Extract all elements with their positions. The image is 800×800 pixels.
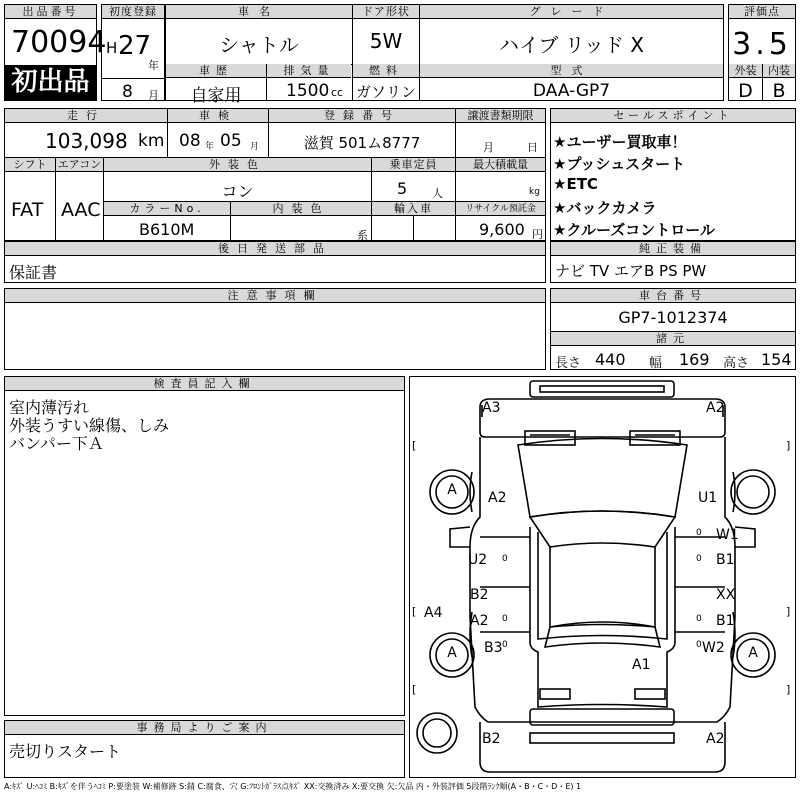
displacement-value: 1500: [286, 81, 330, 101]
mark-u2-left-door: U2: [468, 552, 488, 568]
sales-point-4: ★バックカメラ: [553, 199, 657, 217]
color-no-label: カラーNo.: [104, 202, 230, 216]
int-score-label: 内装: [763, 64, 795, 78]
interior-color-label: 内装色: [231, 202, 371, 216]
bracket-right-mid: ]: [786, 605, 791, 618]
mark-b1-right-rear-door: B1: [716, 613, 735, 629]
equipment-box: [550, 241, 796, 283]
color-no-value: B610M: [139, 220, 195, 239]
notes-label: 注意事項欄: [5, 289, 545, 303]
mileage-label: 走行: [5, 109, 167, 123]
legend: A:ｷｽﾞ U:ﾍｺﾐ B:ｷｽﾞを伴うﾍｺﾐ P:要塗装 W:補修跡 S:錆 C:腐食、穴 G:ﾌﾛﾝﾄｶﾞﾗｽ点ｷｽﾞ XX:交換済み X:要交換 欠:欠品 内・外装評価 5段階ﾗﾝｸ順(A・B・C・D・E) 1: [4, 782, 582, 791]
zero-marker: 0: [696, 640, 702, 650]
mark-a4-left-side: A4: [424, 605, 443, 621]
first-reg-year: 27: [118, 31, 152, 61]
mark-xx-right-rear-door: XX: [716, 587, 736, 603]
capacity-label: 乗車定員: [372, 158, 455, 172]
mark-a3-front-left: A3: [482, 400, 501, 416]
displacement-unit: cc: [331, 86, 344, 99]
notes-box: [4, 288, 546, 370]
history-value: 自家用: [190, 86, 242, 106]
mark-a2-rear-right: A2: [706, 731, 725, 747]
later-parts-box: [4, 241, 546, 283]
sales-point-5: ★クルーズコントロール: [553, 221, 715, 239]
inspector-label: 検査員記入欄: [5, 377, 404, 391]
damage-diagram: [409, 376, 796, 778]
exterior-color-label: 外装色: [104, 158, 371, 172]
transfer-day-unit: 日: [527, 141, 538, 154]
mark-b3-left-quarter: B3: [484, 640, 503, 656]
office-box: [4, 720, 405, 778]
inspection-year: 08: [179, 131, 201, 151]
bracket-right-top: ]: [786, 439, 791, 452]
transfer-label: 譲渡書類期限: [456, 109, 545, 123]
zero-marker: 0: [502, 640, 508, 650]
car-name-label: 車名: [166, 5, 352, 19]
dimensions-label: 諸元: [551, 332, 795, 346]
max-load-label: 最大積載量: [456, 158, 545, 172]
inspection-label: 車検: [168, 109, 268, 123]
zero-marker: 0: [696, 614, 702, 624]
office-label: 事務局よりご案内: [5, 721, 404, 735]
grade-value: ハイブ リッド X: [498, 33, 645, 57]
grade-label: グレード: [420, 5, 723, 19]
sales-points-label: セールスポイント: [551, 109, 795, 123]
equipment-label: 純正装備: [551, 242, 795, 256]
int-score: B: [772, 80, 786, 102]
model-code-value: DAA-GP7: [532, 81, 611, 101]
bracket-right-bottom: ]: [786, 683, 791, 696]
mark-a1-back-door: A1: [632, 657, 651, 673]
inspector-line-1: 室内薄汚れ: [9, 398, 90, 417]
car-info-box: [165, 4, 724, 106]
import-label: 輸入車: [372, 202, 455, 216]
width-label: 幅: [649, 356, 663, 371]
wheel-front-left-mark: A: [447, 482, 457, 498]
recycle-label: リサイクル預託金: [456, 202, 545, 216]
sales-points-box: [550, 108, 796, 241]
exterior-color-value: コン: [221, 182, 254, 201]
interior-color-unit: 系: [357, 229, 368, 242]
mark-a2-left-rear-door: A2: [470, 613, 489, 629]
mark-a2-hood: A2: [488, 490, 507, 506]
aircon-value: AAC: [61, 199, 101, 221]
shift-label: シフト: [5, 158, 55, 172]
chassis-value: GP7-1012374: [618, 308, 728, 327]
max-load-unit: kg: [529, 187, 540, 197]
first-reg-month: 8: [122, 82, 133, 102]
first-reg-era: H: [106, 39, 118, 57]
ext-score-label: 外装: [729, 64, 762, 78]
model-code-label: 型式: [420, 64, 723, 78]
registration-value: 滋賀 501ム8777: [303, 134, 421, 152]
mark-w1-right-door: W1: [716, 527, 739, 543]
lot-box: [4, 4, 107, 101]
transfer-month-unit: 月: [483, 141, 494, 154]
mark-b1-right-door: B1: [716, 552, 735, 568]
lot-number: 70094: [11, 25, 107, 60]
inspector-box: [4, 376, 405, 716]
length-value: 440: [595, 350, 626, 369]
mark-a2-front-right: A2: [706, 400, 725, 416]
mileage-unit: km: [138, 131, 165, 151]
mark-u1-front-right: U1: [698, 490, 718, 506]
zero-marker: 0: [696, 554, 702, 564]
door-value: 5W: [369, 29, 403, 53]
capacity-value: 5: [397, 179, 408, 198]
length-label: 長さ: [555, 356, 582, 371]
spec-box: [4, 108, 546, 241]
displacement-label: 排気量: [267, 64, 351, 78]
aircon-label: エアコン: [57, 158, 102, 171]
score-label: 評価点: [729, 5, 795, 19]
wheel-rear-right-mark: A: [748, 645, 758, 661]
zero-marker: 0: [502, 614, 508, 624]
sales-point-3: ★ETC: [553, 175, 598, 193]
first-reg-box: [101, 4, 165, 101]
chassis-label: 車台番号: [551, 289, 795, 303]
capacity-unit: 人: [432, 187, 443, 200]
inspection-month-unit: 月: [250, 142, 260, 152]
mark-b2-rear-left: B2: [482, 731, 501, 747]
shift-value: FAT: [11, 199, 44, 221]
history-label: 車歴: [166, 64, 266, 78]
inspection-year-unit: 年: [205, 142, 215, 152]
car-name-value: シャトル: [219, 33, 299, 57]
first-reg-year-unit: 年: [148, 59, 159, 72]
height-value: 154: [761, 350, 792, 369]
office-value: 売切りスタート: [9, 742, 122, 761]
sales-point-2: ★プッシュスタート: [553, 155, 686, 173]
recycle-value: 9,600: [479, 220, 525, 239]
registration-label: 登録番号: [269, 109, 455, 123]
zero-marker: 0: [502, 554, 508, 564]
inspector-line-2: 外装うすい線傷、しみ: [9, 416, 170, 435]
later-parts-label: 後日発送部品: [5, 242, 545, 256]
bracket-left-mid: [: [412, 605, 417, 618]
score-value: 3.5: [732, 27, 792, 62]
zero-marker: 0: [696, 528, 702, 538]
score-box: [728, 4, 796, 101]
ext-score: D: [738, 80, 753, 102]
width-value: 169: [679, 350, 710, 369]
inspector-line-3: バンパー下Ａ: [9, 434, 104, 453]
recycle-unit: 円: [532, 228, 543, 241]
car-outline: [410, 377, 795, 777]
sales-point-1: ★ユーザー買取車！: [553, 133, 687, 151]
mileage-value: 103,098: [45, 129, 128, 153]
bracket-left-bottom: [: [412, 683, 417, 696]
wheel-rear-left-mark: A: [447, 645, 457, 661]
inspection-month: 05: [220, 131, 242, 151]
chassis-box: [550, 288, 796, 370]
first-listing-badge: 初出品: [5, 65, 96, 100]
equipment-value: ナビ TV エアB PS PW: [555, 262, 707, 280]
height-label: 高さ: [723, 356, 750, 371]
door-label: ドア形状: [353, 5, 419, 19]
fuel-label: 燃料: [353, 64, 419, 78]
fuel-value: ガソリン: [355, 83, 416, 101]
mark-w2-right-quarter: W2: [702, 640, 725, 656]
mark-b2-left-rear-door: B2: [470, 587, 489, 603]
bracket-left-top: [: [412, 439, 417, 452]
later-parts-value: 保証書: [9, 263, 58, 282]
first-reg-month-unit: 月: [148, 89, 159, 102]
first-reg-label: 初度登録: [102, 5, 164, 19]
lot-label: 出品番号: [5, 5, 96, 19]
